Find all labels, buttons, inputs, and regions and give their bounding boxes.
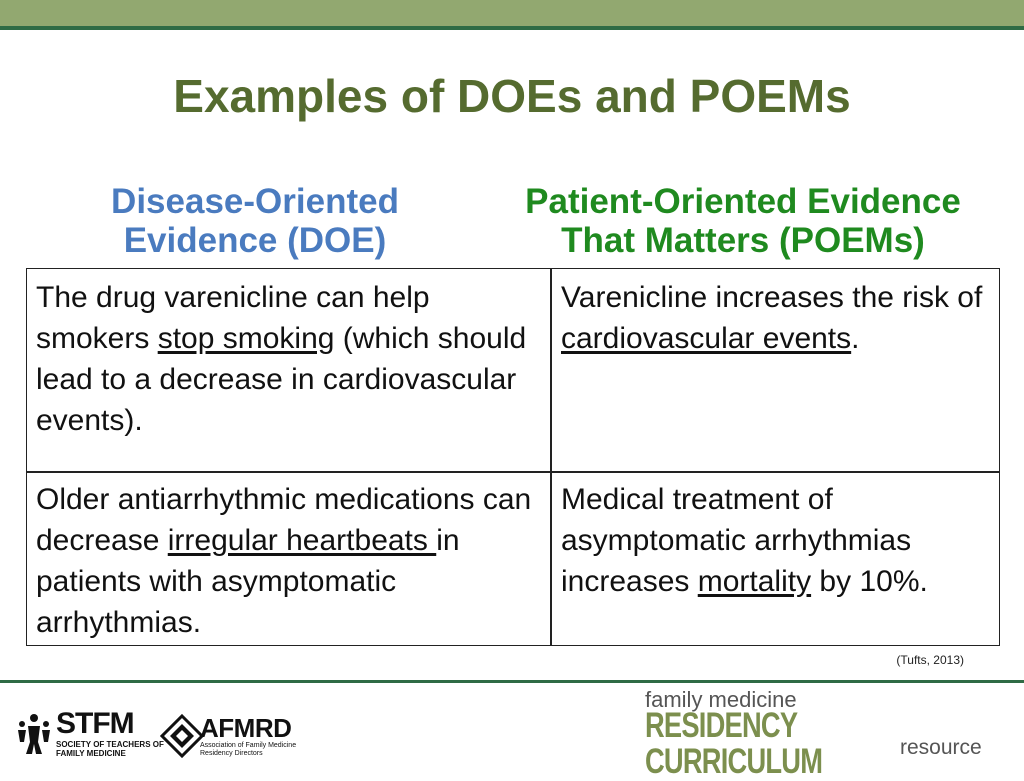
cell-text: Varenicline increases the risk of	[561, 281, 983, 314]
stfm-wordmark: STFM	[56, 707, 134, 740]
afmrd-wordmark: AFMRD	[200, 713, 292, 743]
top-rule	[0, 26, 1024, 30]
cell-text: in patients with asymptomatic arrhythmias.	[36, 524, 460, 639]
table-divider-vertical	[550, 269, 552, 645]
doe-heading-line2: Evidence (DOE)	[123, 221, 387, 260]
citation: (Tufts, 2013)	[896, 653, 964, 667]
doe-column-heading	[60, 182, 450, 260]
doe-heading-line1: Disease-Oriented	[111, 182, 399, 221]
table-cell-poem-varenicline	[561, 277, 991, 359]
stfm-subtitle: SOCIETY OF TEACHERS OF FAMILY MEDICINE	[56, 740, 164, 758]
cell-text: (which should lead to a decrease in cardiovascular events).	[36, 322, 527, 437]
top-accent-bar	[0, 0, 1024, 26]
table-divider-horizontal	[27, 471, 999, 473]
slide-title: Examples of DOEs and POEMs	[173, 70, 851, 122]
afmrd-logo	[160, 714, 300, 762]
comparison-table	[26, 268, 1000, 646]
afmrd-diamond-icon	[160, 714, 204, 758]
poem-heading-line2: That Matters (POEMs)	[561, 221, 925, 260]
poem-column-heading	[478, 182, 1008, 260]
cell-text: Older antiarrhythmic medications can decrease	[36, 483, 532, 557]
poem-heading-line1: Patient-Oriented Evidence	[525, 182, 961, 221]
curriculum-line3: resource	[900, 736, 982, 759]
table-cell-doe-antiarrhythmic	[36, 479, 546, 643]
curriculum-line1: family medicine	[645, 687, 797, 712]
afmrd-subtitle: Association of Family Medicine Residency Directors	[200, 742, 297, 757]
cell-underlined-text: stop smoking	[157, 322, 335, 355]
stfm-logo	[14, 707, 164, 760]
cell-underlined-text: irregular heartbeats	[167, 524, 437, 557]
cell-text: The drug varenicline can help smokers	[36, 281, 430, 355]
cell-text: by 10%.	[811, 565, 928, 598]
cell-text: Medical treatment of asymptomatic arrhythmias increases	[561, 483, 912, 598]
stfm-figure-icon	[14, 712, 54, 756]
cell-underlined-text: mortality	[697, 565, 812, 598]
bottom-rule	[0, 680, 1024, 683]
cell-text: .	[851, 322, 860, 355]
table-cell-doe-varenicline	[36, 277, 546, 441]
curriculum-line2: RESIDENCY CURRICULUM	[645, 706, 823, 781]
table-cell-poem-antiarrhythmic	[561, 479, 991, 602]
cell-underlined-text: cardiovascular events	[561, 322, 852, 355]
